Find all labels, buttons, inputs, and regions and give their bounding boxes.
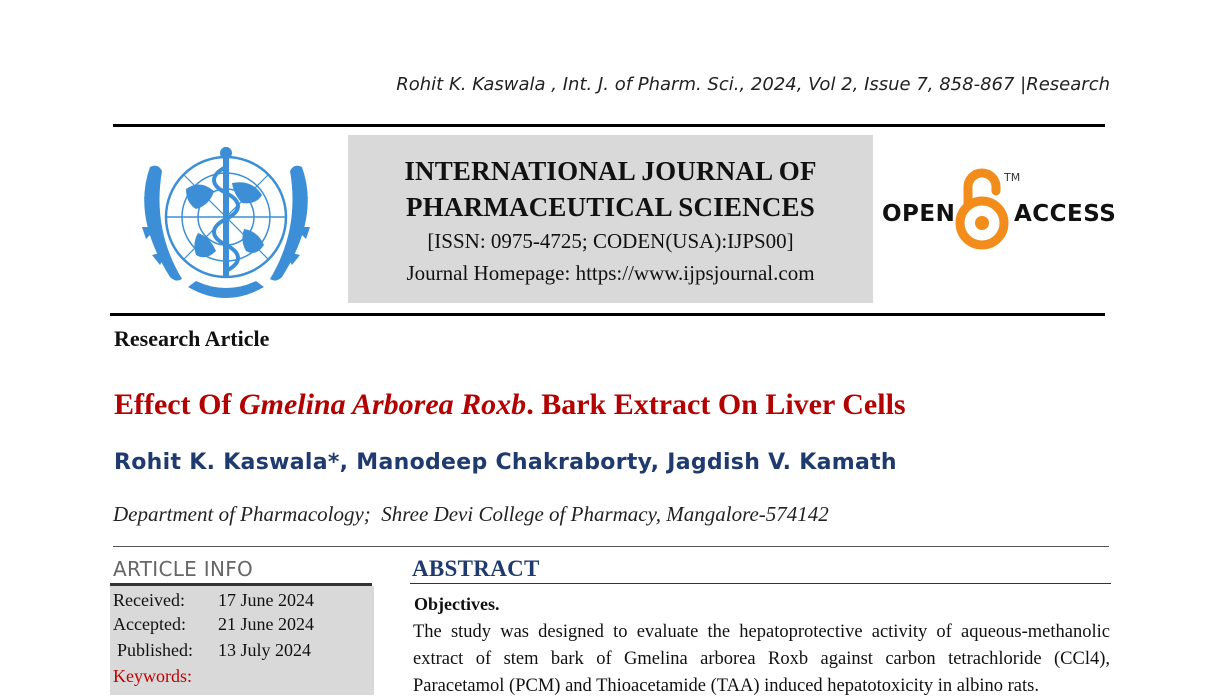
published-label: Published: bbox=[117, 640, 194, 660]
article-title bbox=[114, 388, 906, 422]
journal-title-line2: PHARMACEUTICAL SCIENCES bbox=[406, 192, 815, 222]
open-access-logo bbox=[880, 165, 1117, 255]
author-list: Rohit K. Kaswala*, Manodeep Chakraborty, Jagdish V. Kamath bbox=[114, 450, 897, 475]
published-row bbox=[117, 640, 311, 661]
affiliation: Department of Pharmacology; Shree Devi College of Pharmacy, Mangalore-574142 bbox=[113, 502, 829, 526]
title-part2: . Bark Extract On Liver Cells bbox=[526, 388, 906, 421]
article-type: Research Article bbox=[114, 326, 270, 351]
journal-title-line1: INTERNATIONAL JOURNAL OF bbox=[404, 156, 817, 186]
open-access-word-open: OPEN bbox=[882, 201, 956, 227]
header-rule-top bbox=[113, 124, 1105, 127]
accepted-row bbox=[113, 614, 314, 635]
trademark-mark: TM bbox=[1004, 171, 1021, 184]
abstract-rule bbox=[410, 583, 1111, 584]
journal-homepage[interactable]: Journal Homepage: https://www.ijpsjournal.com bbox=[406, 261, 815, 285]
abstract-heading: ABSTRACT bbox=[412, 556, 540, 581]
published-value: 13 July 2024 bbox=[218, 640, 312, 660]
section-divider bbox=[113, 546, 1109, 547]
open-access-lock-icon bbox=[954, 165, 1010, 253]
received-row bbox=[113, 590, 314, 611]
running-head: Rohit K. Kaswala , Int. J. of Pharm. Sci., 2024, Vol 2, Issue 7, 858-867 |Research bbox=[396, 74, 1110, 95]
header-rule-bottom bbox=[110, 313, 1105, 316]
journal-issn: [ISSN: 0975-4725; CODEN(USA):IJPS00] bbox=[427, 229, 794, 253]
keywords-label: Keywords: bbox=[113, 666, 192, 686]
received-label: Received: bbox=[113, 590, 185, 610]
open-access-word-access: ACCESS bbox=[1014, 201, 1117, 227]
journal-masthead bbox=[348, 135, 873, 303]
article-info-heading: ARTICLE INFO bbox=[113, 557, 254, 581]
abstract-text: The study was designed to evaluate the hepatoprotective activity of aqueous-methanolic extract of stem bark of Gmelina arborea Roxb against carbon tetrachloride (CCl4), Paracetamol (PCM) and Thioacetamide (TAA) induced hepatotoxicity in albino rats. bbox=[413, 622, 1110, 696]
title-part1: Effect Of bbox=[114, 388, 239, 421]
received-value: 17 June 2024 bbox=[218, 590, 314, 610]
caduceus-globe-emblem-icon bbox=[128, 137, 324, 305]
objectives-label: Objectives. bbox=[414, 594, 500, 614]
accepted-label: Accepted: bbox=[113, 614, 186, 634]
accepted-value: 21 June 2024 bbox=[218, 614, 314, 634]
title-species: Gmelina Arborea Roxb bbox=[238, 388, 527, 421]
